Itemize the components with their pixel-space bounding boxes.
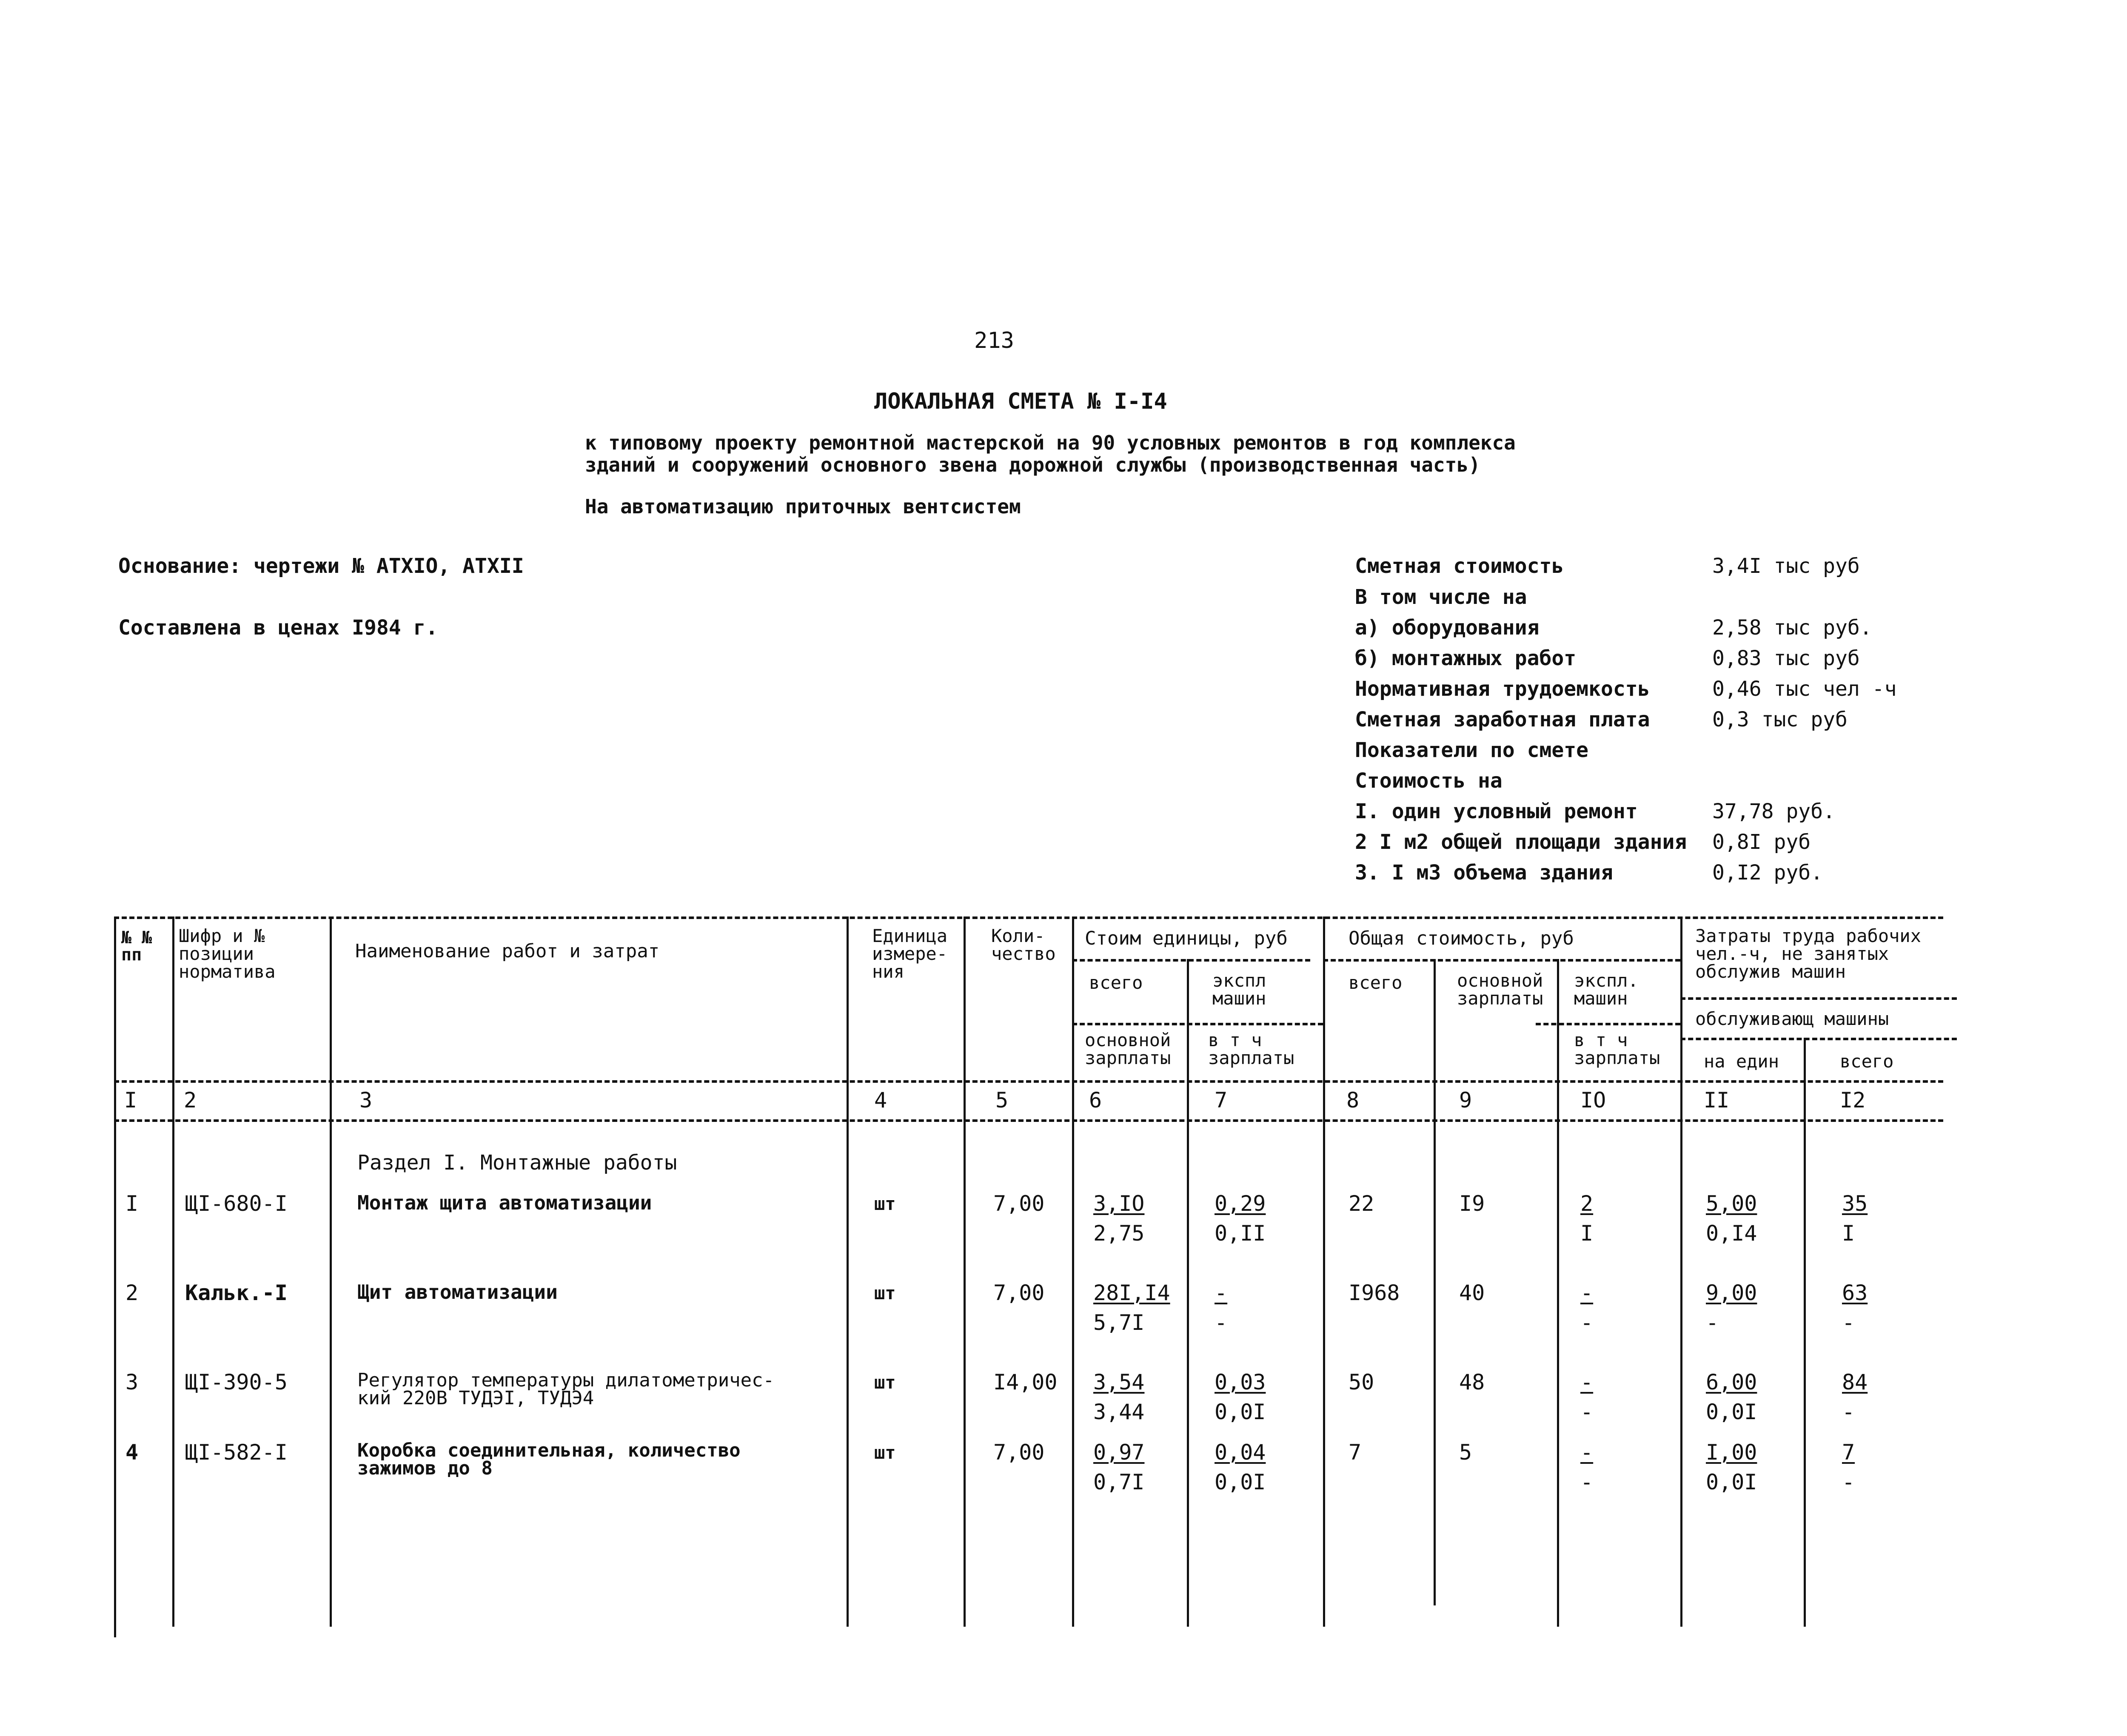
- summary-label: 3. I м3 объема здания: [1355, 861, 1613, 885]
- row-unit-cost-machines: -: [1215, 1281, 1228, 1305]
- summary-value: 0,8I руб: [1712, 830, 1811, 854]
- header-labor-per-unit: на един: [1704, 1051, 1779, 1072]
- table-rule: [1072, 959, 1310, 962]
- row-unit: шт: [874, 1442, 896, 1463]
- header-unit-cost-wages: основной зарплаты: [1085, 1030, 1171, 1068]
- row-labor-per-unit: 9,00: [1706, 1281, 1757, 1305]
- row-unit-cost-total: 28I,I4: [1093, 1281, 1170, 1305]
- row-unit-cost-machines: 0,04: [1215, 1440, 1266, 1465]
- summary-label: Стоимость на: [1355, 769, 1503, 793]
- header-col-qty: Коли- чество: [991, 925, 1056, 964]
- subtitle-line-1: к типовому проекту ремонтной мастерской на 90 условных ремонтов в год комплекса: [585, 431, 1516, 454]
- row-number: I: [125, 1191, 139, 1216]
- header-unit-cost-machines: экспл машин: [1212, 970, 1266, 1009]
- row-unit-cost-wages: 2,75: [1093, 1221, 1145, 1246]
- column-number: 7: [1215, 1088, 1228, 1113]
- table-rule: [114, 1119, 1943, 1122]
- row-unit-cost-wages: 3,44: [1093, 1400, 1145, 1424]
- summary-value: 0,46 тыс чел -ч: [1712, 677, 1897, 701]
- column-number: 9: [1459, 1088, 1472, 1113]
- header-col-unit: Единица измере- ния: [872, 925, 948, 982]
- table-column-line: [1680, 916, 1682, 1627]
- document-title: ЛОКАЛЬНАЯ СМЕТА № I-I4: [874, 389, 1167, 414]
- column-number: IO: [1580, 1088, 1606, 1113]
- summary-label: В том числе на: [1355, 585, 1527, 609]
- row-total-wages: 48: [1459, 1370, 1485, 1394]
- row-labor-per-unit-machines: 0,0I: [1706, 1470, 1757, 1494]
- row-labor-total: 35: [1842, 1191, 1868, 1216]
- table-column-line: [1804, 1038, 1806, 1627]
- column-number: 2: [184, 1088, 197, 1113]
- row-code: Кальк.-I: [185, 1281, 288, 1305]
- table-column-line: [114, 916, 116, 1637]
- row-unit: шт: [874, 1372, 896, 1393]
- row-unit-cost-incl-wages: 0,0I: [1215, 1400, 1266, 1424]
- column-number: 3: [359, 1088, 373, 1113]
- header-labor: Затраты труда рабочих чел.-ч, не занятых обслужив машин: [1695, 925, 1922, 982]
- row-labor-per-unit: 5,00: [1706, 1191, 1757, 1216]
- summary-label: I. один условный ремонт: [1355, 800, 1638, 823]
- table-rule: [1680, 997, 1957, 1000]
- row-unit-cost-total: 3,54: [1093, 1370, 1145, 1394]
- row-code: ЩI-680-I: [185, 1191, 288, 1216]
- row-labor-per-unit-machines: -: [1706, 1310, 1719, 1335]
- row-total-incl-wages: -: [1580, 1470, 1594, 1494]
- row-unit-cost-machines: 0,29: [1215, 1191, 1266, 1216]
- column-number: 6: [1089, 1088, 1102, 1113]
- row-number: 2: [125, 1281, 139, 1305]
- row-total-wages: I9: [1459, 1191, 1485, 1216]
- table-rule: [1072, 1023, 1323, 1025]
- header-total-cost-total: всего: [1349, 972, 1403, 993]
- header-total-cost-wages: основной зарплаты: [1457, 970, 1543, 1009]
- row-name: Коробка соединительная, количество зажимов до 8: [357, 1440, 741, 1479]
- row-unit-cost-incl-wages: 0,0I: [1215, 1470, 1266, 1494]
- row-unit-cost-incl-wages: 0,II: [1215, 1221, 1266, 1246]
- row-labor-per-unit-machines: 0,I4: [1706, 1221, 1757, 1246]
- row-total-machines: -: [1580, 1440, 1594, 1465]
- summary-value: 37,78 руб.: [1712, 800, 1835, 823]
- column-number: 4: [874, 1088, 887, 1113]
- row-total-cost: 22: [1349, 1191, 1374, 1216]
- summary-label: Нормативная трудоемкость: [1355, 677, 1650, 701]
- row-labor-per-unit-machines: 0,0I: [1706, 1400, 1757, 1424]
- summary-label: б) монтажных работ: [1355, 646, 1577, 670]
- row-labor-per-unit: I,00: [1706, 1440, 1757, 1465]
- header-unit-cost: Стоим единицы, руб: [1085, 928, 1288, 949]
- table-column-line: [964, 916, 966, 1627]
- row-unit-cost-wages: 0,7I: [1093, 1470, 1145, 1494]
- header-unit-cost-total: всего: [1089, 972, 1143, 993]
- summary-value: 0,I2 руб.: [1712, 861, 1823, 885]
- row-code: ЩI-390-5: [185, 1370, 288, 1394]
- row-unit: шт: [874, 1283, 896, 1303]
- row-qty: 7,00: [993, 1191, 1045, 1216]
- row-unit-cost-total: 0,97: [1093, 1440, 1145, 1465]
- row-labor-total-machines: -: [1842, 1310, 1855, 1335]
- column-number: I: [124, 1088, 137, 1113]
- table-column-line: [1557, 959, 1559, 1627]
- row-labor-total-machines: I: [1842, 1221, 1855, 1246]
- header-unit-cost-incl-wages: в т ч зарплаты: [1208, 1030, 1294, 1068]
- row-labor-total-machines: -: [1842, 1400, 1855, 1424]
- header-col-name: Наименование работ и затрат: [355, 940, 660, 962]
- row-total-cost: I968: [1349, 1281, 1400, 1305]
- summary-label: Сметная стоимость: [1355, 554, 1564, 578]
- table-rule: [1680, 1038, 1957, 1040]
- column-number: 8: [1346, 1088, 1360, 1113]
- compiled-line: Составлена в ценах I984 г.: [118, 616, 438, 640]
- table-column-line: [847, 916, 849, 1627]
- row-unit: шт: [874, 1193, 896, 1214]
- row-name: Щит автоматизации: [357, 1281, 558, 1303]
- column-number: I2: [1840, 1088, 1866, 1113]
- subject-line: На автоматизацию приточных вентсистем: [585, 495, 1021, 518]
- table-column-line: [1323, 916, 1325, 1627]
- header-total-cost: Общая стоимость, руб: [1349, 928, 1574, 949]
- row-name: Регулятор температуры дилатометричес- кий 220В ТУДЭI, ТУДЭ4: [357, 1369, 775, 1409]
- column-number: II: [1704, 1088, 1730, 1113]
- summary-label: 2 I м2 общей площади здания: [1355, 830, 1687, 854]
- row-unit-cost-wages: 5,7I: [1093, 1310, 1145, 1335]
- summary-value: 0,3 тыс руб: [1712, 708, 1848, 731]
- row-labor-total-machines: -: [1842, 1470, 1855, 1494]
- table-column-line: [172, 916, 174, 1627]
- row-total-machines: 2: [1580, 1191, 1594, 1216]
- row-unit-cost-machines: 0,03: [1215, 1370, 1266, 1394]
- row-qty: I4,00: [993, 1370, 1058, 1394]
- summary-value: 2,58 тыс руб.: [1712, 616, 1872, 640]
- header-total-cost-incl-wages: в т ч зарплаты: [1574, 1030, 1660, 1068]
- header-col-code: Шифр и № позиции норматива: [179, 925, 276, 982]
- row-total-cost: 7: [1349, 1440, 1362, 1465]
- row-total-incl-wages: -: [1580, 1400, 1594, 1424]
- summary-label: Сметная заработная плата: [1355, 708, 1650, 731]
- page-number: 213: [974, 328, 1014, 353]
- table-rule: [1323, 959, 1680, 962]
- table-column-line: [1434, 959, 1436, 1605]
- row-code: ЩI-582-I: [185, 1440, 288, 1465]
- basis-line: Основание: чертежи № АТХIО, АТХII: [118, 554, 524, 578]
- row-number: 3: [125, 1370, 139, 1394]
- summary-label: Показатели по смете: [1355, 738, 1589, 762]
- table-column-line: [1072, 916, 1074, 1627]
- row-name: Монтаж щита автоматизации: [357, 1191, 652, 1214]
- row-number: 4: [125, 1440, 139, 1465]
- row-labor-total: 7: [1842, 1440, 1855, 1465]
- table-column-line: [330, 916, 332, 1627]
- header-total-cost-machines: экспл. машин: [1574, 970, 1639, 1009]
- table-rule: [114, 1080, 1943, 1083]
- row-total-cost: 50: [1349, 1370, 1374, 1394]
- summary-value: 0,83 тыс руб: [1712, 646, 1860, 670]
- header-col-number: № № пп: [121, 928, 152, 965]
- row-total-incl-wages: -: [1580, 1310, 1594, 1335]
- row-unit-cost-total: 3,IO: [1093, 1191, 1145, 1216]
- section-title: Раздел I. Монтажные работы: [357, 1151, 677, 1175]
- row-labor-total: 84: [1842, 1370, 1868, 1394]
- row-total-wages: 40: [1459, 1281, 1485, 1305]
- row-total-incl-wages: I: [1580, 1221, 1594, 1246]
- header-labor-total: всего: [1840, 1051, 1894, 1072]
- table-column-line: [1187, 959, 1189, 1627]
- row-labor-per-unit: 6,00: [1706, 1370, 1757, 1394]
- table-rule: [114, 916, 1943, 919]
- row-labor-total: 63: [1842, 1281, 1868, 1305]
- header-labor-machines: обслуживающ машины: [1695, 1008, 1889, 1029]
- summary-value: 3,4I тыс руб: [1712, 554, 1860, 578]
- row-qty: 7,00: [993, 1281, 1045, 1305]
- subtitle-line-2: зданий и сооружений основного звена дорожной службы (производственная часть): [585, 453, 1480, 476]
- row-unit-cost-incl-wages: -: [1215, 1310, 1228, 1335]
- row-total-wages: 5: [1459, 1440, 1472, 1465]
- row-qty: 7,00: [993, 1440, 1045, 1465]
- row-total-machines: -: [1580, 1281, 1594, 1305]
- column-number: 5: [995, 1088, 1009, 1113]
- row-total-machines: -: [1580, 1370, 1594, 1394]
- summary-label: а) оборудования: [1355, 616, 1540, 640]
